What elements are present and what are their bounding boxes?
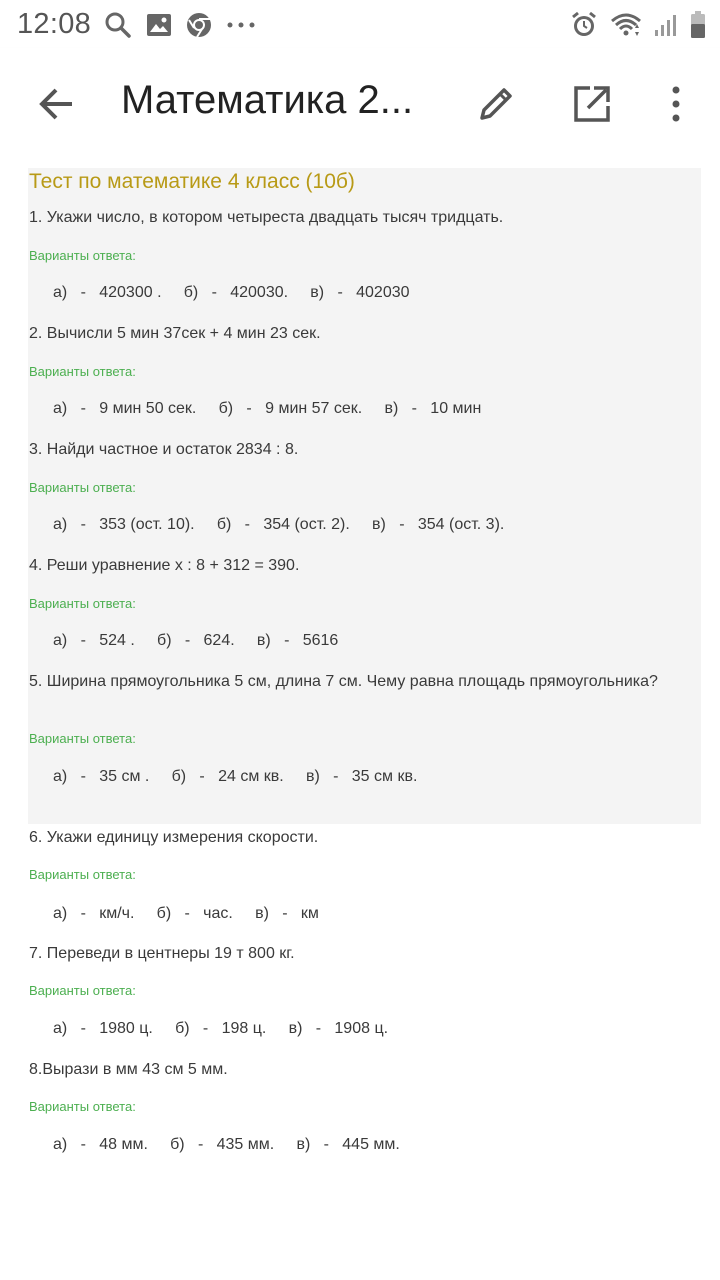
status-system-icons bbox=[570, 10, 706, 40]
status-notification-icons bbox=[104, 10, 256, 40]
question-3: 3. Найди частное и остаток 2834 : 8. bbox=[29, 441, 299, 458]
answers-3: а) - 353 (ост. 10). б) - 354 (ост. 2). в) - 354 (ост. 3). bbox=[53, 516, 505, 533]
chrome-icon bbox=[186, 12, 212, 38]
battery-icon bbox=[690, 11, 706, 39]
open-external-icon bbox=[572, 84, 612, 124]
question-6: 6. Укажи единицу измерения скорости. bbox=[29, 829, 319, 846]
answers-7: а) - 1980 ц. б) - 198 ц. в) - 1908 ц. bbox=[53, 1020, 389, 1037]
question-7: 7. Переведи в центнеры 19 т 800 кг. bbox=[29, 945, 295, 962]
pencil-icon bbox=[476, 84, 516, 124]
answers-6: а) - км/ч. б) - час. в) - км bbox=[53, 905, 319, 922]
variants-label: Варианты ответа: bbox=[29, 364, 136, 379]
test-title: Тест по математике 4 класс (10б) bbox=[29, 170, 355, 193]
wifi-icon bbox=[610, 12, 642, 38]
question-4: 4. Реши уравнение х : 8 + 312 = 390. bbox=[29, 557, 300, 574]
variants-label: Варианты ответа: bbox=[29, 248, 136, 263]
question-8: 8.Вырази в мм 43 см 5 мм. bbox=[29, 1061, 228, 1078]
answers-1: а) - 420300 . б) - 420030. в) - 402030 bbox=[53, 284, 410, 301]
question-5: 5. Ширина прямоугольника 5 см, длина 7 см. Чему равна площадь прямоугольника? bbox=[29, 673, 658, 690]
variants-label: Варианты ответа: bbox=[29, 1099, 136, 1114]
app-bar bbox=[0, 48, 720, 160]
search-icon bbox=[104, 11, 132, 39]
document-page[interactable] bbox=[0, 160, 720, 1280]
variants-label: Варианты ответа: bbox=[29, 867, 136, 882]
more-vert-icon bbox=[671, 86, 681, 122]
variants-label: Варианты ответа: bbox=[29, 596, 136, 611]
status-bar bbox=[0, 0, 720, 48]
question-1: 1. Укажи число, в котором четыреста двадцать тысяч тридцать. bbox=[29, 209, 504, 226]
document-title: Математика 2... bbox=[121, 78, 414, 122]
highlighted-section bbox=[28, 168, 701, 824]
more-options-button[interactable] bbox=[660, 80, 692, 128]
back-button[interactable] bbox=[30, 82, 82, 126]
answers-2: а) - 9 мин 50 сек. б) - 9 мин 57 сек. в) - 10 мин bbox=[53, 400, 482, 417]
variants-label: Варианты ответа: bbox=[29, 983, 136, 998]
status-time: 12:08 bbox=[17, 8, 92, 40]
answers-8: а) - 48 мм. б) - 435 мм. в) - 445 мм. bbox=[53, 1136, 400, 1153]
image-icon bbox=[146, 13, 172, 37]
variants-label: Варианты ответа: bbox=[29, 731, 136, 746]
answers-4: а) - 524 . б) - 624. в) - 5616 bbox=[53, 632, 339, 649]
signal-icon bbox=[654, 12, 678, 38]
variants-label: Варианты ответа: bbox=[29, 480, 136, 495]
edit-button[interactable] bbox=[472, 80, 520, 128]
answers-5: а) - 35 см . б) - 24 см кв. в) - 35 см кв. bbox=[53, 768, 418, 785]
back-arrow-icon bbox=[36, 86, 76, 122]
alarm-icon bbox=[570, 11, 598, 39]
more-dots-icon bbox=[226, 20, 256, 30]
question-2: 2. Вычисли 5 мин 37сек + 4 мин 23 сек. bbox=[29, 325, 321, 342]
open-external-button[interactable] bbox=[567, 80, 617, 128]
